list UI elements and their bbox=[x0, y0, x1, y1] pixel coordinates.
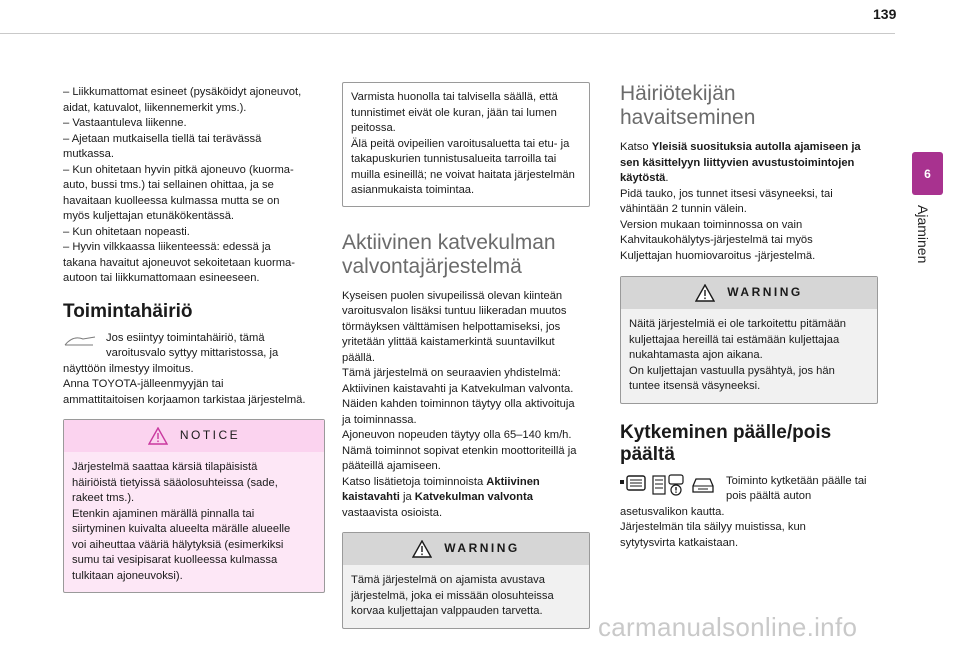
chapter-number-tab[interactable]: 6 bbox=[912, 152, 943, 195]
switch-line: Järjestelmän tila säilyy muistissa, kun bbox=[620, 521, 806, 533]
intro-line bbox=[620, 171, 878, 187]
notice-line: sumu tai vesipisarat kuolleessa kulmassa bbox=[72, 554, 278, 566]
warning-header bbox=[621, 277, 877, 309]
notice-title: NOTICE bbox=[179, 428, 241, 443]
warning-line: korvaa kuljettajan valppauden tarvetta. bbox=[351, 605, 543, 617]
body-line: Kahvitaukohälytys-järjestelmä tai myös bbox=[620, 234, 813, 246]
page-number: 139 bbox=[873, 6, 897, 22]
switch-line: asetusvalikon kautta. bbox=[620, 505, 725, 518]
section-heading-fault: Toimintahäiriö bbox=[63, 300, 193, 322]
box-line: peitossa. bbox=[351, 122, 396, 134]
list-line: – Vastaantuleva liikenne. bbox=[63, 117, 187, 129]
warning-triangle-icon bbox=[695, 284, 715, 302]
notice-line: tulkitaan ajoneuvoksi). bbox=[72, 569, 183, 582]
body-line: Pidä tauko, jos tunnet itsesi väsyneeksi, tai bbox=[620, 187, 833, 200]
list-line: takana havaitut ajoneuvot sekoitetaan kuorma- bbox=[63, 256, 295, 269]
notice-line: häiriöistä tietyissä sääolosuhteissa (sade, bbox=[72, 476, 278, 489]
box-line: tunnistimet eivät ole kuran, jään tai lumen bbox=[351, 106, 557, 119]
column-2 bbox=[342, 82, 590, 629]
ref-link-lane: kaistavahti bbox=[342, 491, 400, 503]
body-line: Aktiivinen kaistavahti ja Katvekulman valvonta. bbox=[342, 382, 574, 395]
warning-line: nukahtamasta ajon aikana. bbox=[629, 349, 763, 361]
body-line: törmäyksen välttämisen helpottamiseksi, jos bbox=[342, 320, 561, 333]
reference-line: vastaavista osioista. bbox=[342, 506, 443, 519]
warning-box bbox=[342, 532, 590, 629]
warning-line: järjestelmä, joka ei missään olosuhteissa bbox=[351, 589, 554, 602]
notice-line: Järjestelmä saattaa kärsiä tilapäisistä bbox=[72, 461, 258, 473]
reference-line bbox=[342, 475, 590, 491]
touchscreen-menu-icon bbox=[620, 474, 646, 494]
warning-line: Näitä järjestelmiä ei ole tarkoitettu pitämään bbox=[629, 318, 847, 330]
notice-line: voi aiheuttaa vääriä hälytyksiä (esimerkiksi bbox=[72, 538, 284, 551]
list-line: aidat, katuvalot, liikennemerkit yms.). bbox=[63, 101, 247, 114]
blind-spot-body bbox=[342, 289, 590, 522]
heading-line: valvontajärjestelmä bbox=[342, 254, 522, 278]
warning-header bbox=[343, 533, 589, 565]
box-line: Varmista huonolla tai talvisella säällä, että bbox=[351, 91, 558, 103]
list-line: – Kun ohitetaan nopeasti. bbox=[63, 225, 190, 238]
watermark-text: carmanualsonline.info bbox=[598, 612, 858, 642]
section-heading-blind-spot bbox=[342, 231, 590, 279]
list-line: myös kuljettajan etunäkökentässä. bbox=[63, 210, 235, 222]
list-line: havaitaan kuolleessa kulmassa mutta se on bbox=[63, 194, 280, 207]
chapter-label: Ajaminen bbox=[915, 205, 931, 264]
intro-line bbox=[620, 140, 878, 156]
switch-line: Toiminto kytketään päälle tai bbox=[726, 474, 867, 487]
warning-title: WARNING bbox=[444, 541, 520, 556]
fault-line: ammattitaitoisen korjaamon tarkistaa järjestelmä. bbox=[63, 393, 306, 406]
intro-link: Yleisiä suosituksia autolla ajamiseen ja bbox=[651, 141, 861, 153]
list-line: autoon tai liikkumattomaan esineeseen. bbox=[63, 272, 260, 284]
ref-link-blind-spot: Katvekulman valvonta bbox=[414, 491, 533, 503]
body-line: päällä. bbox=[342, 351, 375, 364]
heading-line: Kytkeminen päälle/pois bbox=[620, 421, 832, 443]
fault-paragraph bbox=[63, 331, 325, 409]
limitation-list bbox=[63, 85, 325, 287]
column-1 bbox=[63, 85, 325, 593]
notice-line: rakeet tms.). bbox=[72, 492, 135, 504]
body-line: Nämä toiminnot sopivat etenkin moottoriteillä ja bbox=[342, 444, 577, 457]
distraction-intro bbox=[620, 140, 878, 264]
list-line: – Kun ohitetaan hyvin pitkä ajoneuvo (kuorma- bbox=[63, 163, 294, 176]
section-heading-distraction bbox=[620, 82, 878, 130]
heading-line: havaitseminen bbox=[620, 106, 756, 129]
list-line: – Hyvin vilkkaassa liikenteessä: edessä ja bbox=[63, 241, 271, 253]
warning-title: WARNING bbox=[727, 285, 803, 300]
list-line: auto, bussi tms.) tai sellainen ohittaa, ja se bbox=[63, 179, 274, 191]
warning-line: tuntee itsensä väsyneeksi. bbox=[629, 380, 761, 392]
box-line: takapuskurien tunnistusalueita tarroilla tai bbox=[351, 153, 557, 165]
box-line: Älä peitä ovipeilien varoitusaluetta tai etu- ja bbox=[351, 137, 570, 150]
switch-paragraph bbox=[620, 474, 878, 552]
notice-header bbox=[64, 420, 324, 452]
body-line: pääteillä ajamiseen. bbox=[342, 460, 441, 472]
car-icon bbox=[690, 474, 716, 496]
settings-screen-icon bbox=[651, 474, 685, 496]
ref-text: ja bbox=[399, 491, 415, 503]
warning-triangle-icon bbox=[412, 540, 432, 558]
body-line: Kuljettajan huomiovaroitus -järjestelmä. bbox=[620, 249, 816, 262]
fault-line: varoitusvalo syttyy mittaristossa, ja bbox=[106, 347, 279, 359]
list-line: – Ajetaan mutkaisella tiellä tai terävässä bbox=[63, 132, 262, 145]
body-line: ja toiminnassa. bbox=[342, 413, 417, 426]
fault-line: näyttöön ilmestyy ilmoitus. bbox=[63, 362, 194, 375]
body-line: Näiden kahden toiminnon täytyy olla aktivoituja bbox=[342, 398, 575, 410]
intro-text: Katso bbox=[620, 141, 652, 153]
body-line: varoitusvalon lisäksi tuntuu liikeradan muutos bbox=[342, 305, 567, 317]
chapter-sidebar bbox=[897, 0, 960, 649]
notice-line: Etenkin ajaminen märällä pinnalla tai bbox=[72, 507, 255, 520]
fault-line: Jos esiintyy toimintahäiriö, tämä bbox=[106, 331, 265, 344]
heading-line: Häiriötekijän bbox=[620, 82, 736, 105]
body-line: Version mukaan toiminnossa on vain bbox=[620, 218, 803, 231]
heading-line: päältä bbox=[620, 443, 675, 465]
switch-line: pois päältä auton bbox=[726, 490, 812, 502]
ref-text: Katso lisätietoja toiminnoista bbox=[342, 475, 487, 488]
box-line: muilla esineillä; ne voivat haitata järjestelmän bbox=[351, 168, 575, 181]
ref-link-lane: Aktiivinen bbox=[486, 475, 540, 488]
notice-box bbox=[63, 419, 325, 593]
heading-line: Aktiivinen katvekulman bbox=[342, 230, 556, 254]
list-line: – Liikkumattomat esineet (pysäköidyt ajoneuvot, bbox=[63, 86, 302, 98]
warning-box bbox=[620, 276, 878, 404]
body-line: Tämä järjestelmä on seuraavien yhdistelmä: bbox=[342, 367, 561, 379]
caution-triangle-icon bbox=[148, 427, 168, 445]
fault-line: Anna TOYOTA-jälleenmyyjän tai bbox=[63, 378, 224, 390]
intro-link: sen käsittelyyn liittyvien avustustoimintojen bbox=[620, 156, 855, 169]
section-heading-switch bbox=[620, 422, 878, 466]
intro-text: . bbox=[665, 172, 669, 184]
header-rule bbox=[0, 33, 895, 34]
warning-line: Tämä järjestelmä on ajamista avustava bbox=[351, 574, 546, 586]
box-line: asianmukaista toimintaa. bbox=[351, 184, 475, 196]
body-line: vähintään 2 tunnin välein. bbox=[620, 203, 747, 215]
warning-lamp-icon bbox=[63, 333, 97, 349]
body-line: Ajoneuvon nopeuden täytyy olla 65–140 km/h. bbox=[342, 429, 572, 441]
intro-link: käytöstä bbox=[620, 172, 666, 184]
body-line: Kyseisen puolen sivupeilissä olevan kiinteän bbox=[342, 289, 563, 302]
sensor-info-box bbox=[342, 82, 590, 207]
notice-line: siirtyminen kuivalta alueelta märälle alueelle bbox=[72, 523, 291, 535]
body-line: yritetään ylittää kaistamerkintä suuntavilkut bbox=[342, 336, 555, 348]
warning-line: On kuljettajan vastuulla pysähtyä, jos hän bbox=[629, 364, 835, 377]
switch-line: sytytysvirta katkaistaan. bbox=[620, 536, 739, 549]
reference-line bbox=[342, 490, 590, 506]
switch-icons bbox=[620, 474, 716, 496]
warning-line: kuljettajaa hereillä tai estämään kuljettajaa bbox=[629, 333, 840, 346]
column-3 bbox=[620, 82, 878, 551]
list-line: mutkassa. bbox=[63, 148, 114, 160]
